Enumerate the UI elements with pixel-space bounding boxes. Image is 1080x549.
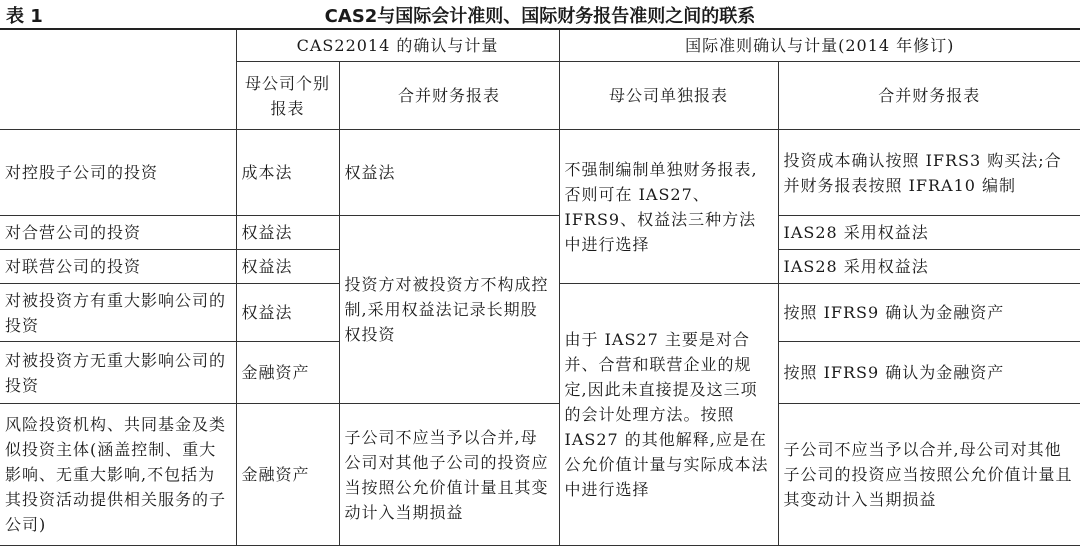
row-cas-parent: 成本法: [236, 130, 339, 216]
table-row: [0, 404, 1080, 546]
comparison-table: [0, 30, 1080, 546]
row-ifrs-consolidated: IAS28 采用权益法: [778, 250, 1080, 284]
header-group-cas: CAS22014 的确认与计量: [236, 30, 559, 62]
row-ifrs-consolidated: 投资成本确认按照 IFRS3 购买法;合并财务报表按照 IFRA10 编制: [778, 130, 1080, 216]
row-ifrs-consolidated: IAS28 采用权益法: [778, 216, 1080, 250]
header-cas-consolidated: 合并财务报表: [339, 62, 559, 130]
row-cas-parent: 权益法: [236, 250, 339, 284]
row-ifrs-consolidated: 子公司不应当予以合并,母公司对其他子公司的投资应当按照公允价值计量且其变动计入当期损益: [778, 404, 1080, 546]
row-item: 对联营公司的投资: [0, 250, 236, 284]
row-cas-parent: 金融资产: [236, 342, 339, 404]
title-bar: [0, 0, 1080, 30]
row-item: 风险投资机构、共同基金及类似投资主体(涵盖控制、重大影响、无重大影响,不包括为其投资活动提供相关服务的子公司): [0, 404, 236, 546]
row-cas-parent: 金融资产: [236, 404, 339, 546]
row-cas-parent: 权益法: [236, 284, 339, 342]
row-ifrs-consolidated: 按照 IFRS9 确认为金融资产: [778, 342, 1080, 404]
header-cas-parent: 母公司个别报表: [236, 62, 339, 130]
header-ifrs-parent: 母公司单独报表: [559, 62, 778, 130]
row-ifrs-consolidated: 按照 IFRS9 确认为金融资产: [778, 284, 1080, 342]
header-item-blank: [0, 30, 236, 130]
row-item: 对被投资方无重大影响公司的投资: [0, 342, 236, 404]
merged-cas-consolidated: 投资方对被投资方不构成控制,采用权益法记录长期股权投资: [339, 216, 559, 404]
merged-ifrs-parent-2: 由于 IAS27 主要是对合并、合营和联营企业的规定,因此未直接提及这三项的会计处理方法。按照 IAS27 的其他解释,应是在公允价值计量与实际成本法中进行选择: [559, 284, 778, 546]
row-item: 对合营公司的投资: [0, 216, 236, 250]
table-number: 表 1: [6, 6, 43, 27]
row-item: 对被投资方有重大影响公司的投资: [0, 284, 236, 342]
table-row: [0, 130, 1080, 216]
row-cas-parent: 权益法: [236, 216, 339, 250]
merged-ifrs-parent-1: 不强制编制单独财务报表,否则可在 IAS27、IFRS9、权益法三种方法中进行选择: [559, 130, 778, 284]
row-cas-consolidated: 子公司不应当予以合并,母公司对其他子公司的投资应当按照公允价值计量且其变动计入当期损益: [339, 404, 559, 546]
row-item: 对控股子公司的投资: [0, 130, 236, 216]
header-group-ifrs: 国际准则确认与计量(2014 年修订): [559, 30, 1080, 62]
row-cas-consolidated: 权益法: [339, 130, 559, 216]
table-title: CAS2与国际会计准则、国际财务报告准则之间的联系: [324, 6, 756, 27]
header-ifrs-consolidated: 合并财务报表: [778, 62, 1080, 130]
table-row: [0, 216, 1080, 250]
